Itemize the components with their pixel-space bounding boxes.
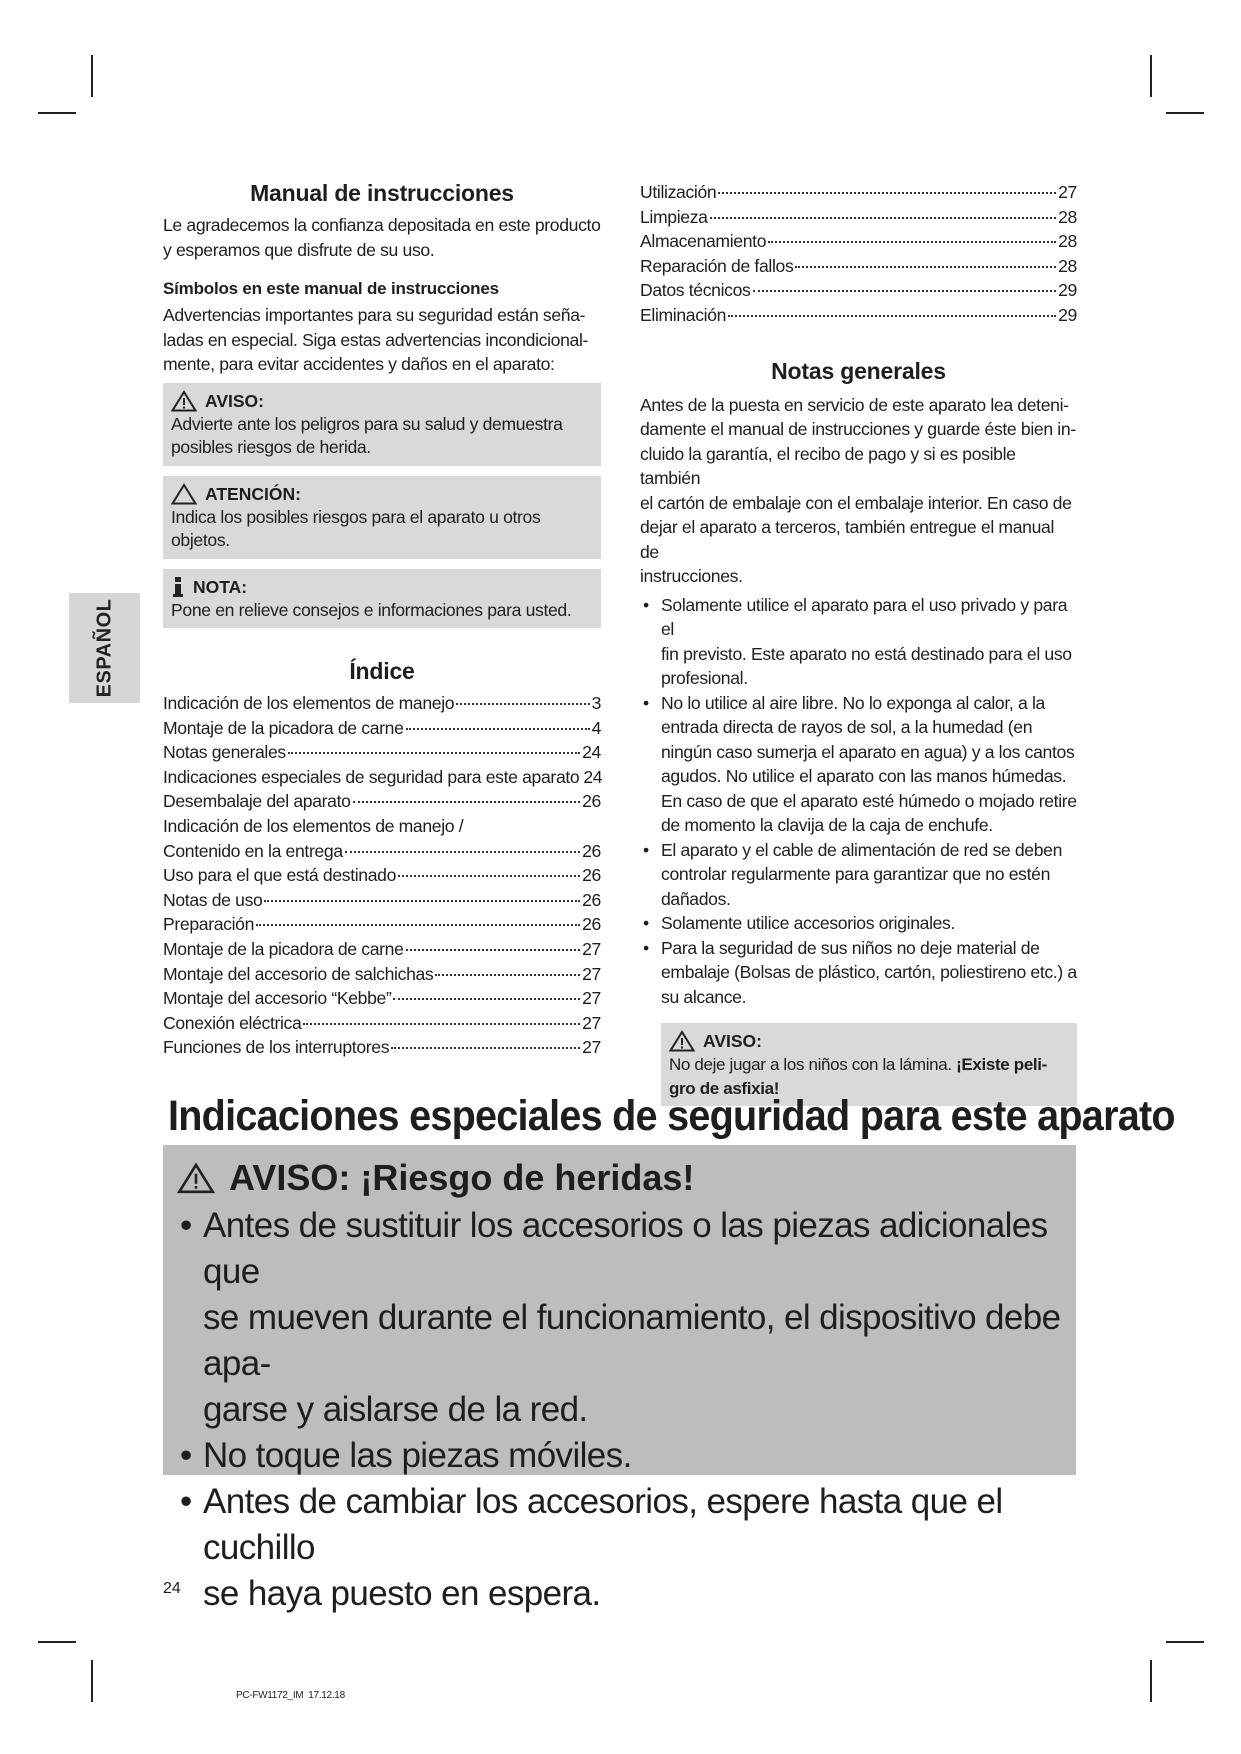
warning-icon xyxy=(177,1162,215,1194)
toc-entry xyxy=(163,863,601,888)
toc-leader-dots xyxy=(256,924,580,926)
toc-entry xyxy=(163,789,601,814)
toc-entry xyxy=(163,716,601,741)
toc-leader-dots xyxy=(345,851,580,853)
safety-warning-title: AVISO: ¡Riesgo de heridas! xyxy=(229,1157,695,1198)
toc-entry-page: 26 xyxy=(582,914,601,935)
atencion-title: ATENCIÓN: xyxy=(205,483,301,504)
symbols-text: Advertencias importantes para su seguridad están seña- ladas en especial. Siga estas advertencias incondicional- mente, para evitar accidentes y daños en el aparato: xyxy=(163,305,589,374)
nota-title: NOTA: xyxy=(193,576,248,597)
toc-entry-label: Indicaciones especiales de seguridad para este aparato xyxy=(163,766,580,787)
toc-entry-label: Eliminación xyxy=(640,304,727,325)
toc-leader-dots xyxy=(303,1023,580,1025)
toc-entry-page: 4 xyxy=(591,717,601,738)
toc-leader-dots xyxy=(406,949,581,951)
crop-mark xyxy=(91,55,93,97)
info-icon xyxy=(171,576,185,598)
list-item: • Antes de sustituir los accesorios o las piezas adicionales que se mueven durante el funcionamiento, el dispositivo debe apa- garse y aislarse de la red. xyxy=(177,1203,1062,1433)
warning-icon xyxy=(669,1030,695,1052)
toc-entry xyxy=(163,839,601,864)
toc-entry-label: Notas generales xyxy=(163,742,286,763)
toc-leader-dots xyxy=(768,241,1056,243)
page-number: 24 xyxy=(163,1580,181,1597)
toc-entry-page: 26 xyxy=(582,865,601,886)
toc-entry-page: 27 xyxy=(1058,182,1077,202)
toc-leader-dots xyxy=(288,752,580,754)
toc-entry-page: 26 xyxy=(582,889,601,910)
toc-entry-page: 3 xyxy=(591,693,601,713)
toc-entry-page: 27 xyxy=(582,988,601,1009)
toc-entry-page: 27 xyxy=(582,1037,601,1058)
crop-mark xyxy=(1166,1641,1204,1643)
toc-entry xyxy=(163,1011,601,1036)
toc-entry-label: Montaje de la picadora de carne xyxy=(163,717,404,738)
toc-entry xyxy=(640,180,1077,205)
toc-leader-dots xyxy=(406,728,590,730)
toc-entry xyxy=(163,740,601,765)
intro-text: Le agradecemos la confianza depositada en este producto y esperamos que disfrute de su uso. xyxy=(163,215,601,260)
toc-entry-label: Utilización xyxy=(640,182,717,202)
toc-entry-label: Montaje de la picadora de carne xyxy=(163,938,404,959)
crop-mark xyxy=(1166,112,1204,114)
crop-mark xyxy=(1150,55,1152,97)
toc-entry-page: 27 xyxy=(582,938,601,959)
list-item: • Solamente utilice el aparato para el uso privado y para el fin previsto. Este aparato no está destinado para el uso profesional. xyxy=(640,593,1077,691)
manual-title: Manual de instrucciones xyxy=(250,180,514,206)
symbols-heading: Símbolos en este manual de instrucciones xyxy=(163,279,499,298)
crop-mark xyxy=(38,112,76,114)
aviso-title: AVISO: xyxy=(703,1031,762,1052)
aviso-text: Advierte ante los peligros para su salud y demuestra posibles riesgos de herida. xyxy=(171,413,563,457)
language-tab-label: ESPAÑOL xyxy=(93,598,115,698)
toc-entry xyxy=(640,278,1077,303)
toc-entry-label: Indicación de los elementos de manejo / xyxy=(163,815,464,836)
toc-entry xyxy=(640,254,1077,279)
toc-entry xyxy=(640,303,1077,328)
toc-entry-label: Preparación xyxy=(163,914,255,935)
toc-entry-label: Conexión eléctrica xyxy=(163,1012,302,1033)
toc-entry xyxy=(163,888,601,913)
crop-mark xyxy=(38,1641,76,1643)
crop-mark xyxy=(1150,1660,1152,1702)
toc-entry xyxy=(640,205,1077,230)
toc-entry xyxy=(163,814,601,839)
list-item: • El aparato y el cable de alimentación de red se deben controlar regularmente para garantizar que no estén dañados. xyxy=(640,838,1077,912)
toc-entry-label: Limpieza xyxy=(640,206,708,227)
footer-code: PC-FW1172_IM 17.12.18 xyxy=(236,1690,345,1701)
index-title: Índice xyxy=(349,658,415,684)
toc-entry xyxy=(163,912,601,937)
toc-leader-dots xyxy=(353,801,581,803)
toc-entry-label: Montaje del accesorio de salchichas xyxy=(163,963,434,984)
toc-entry-page: 24 xyxy=(582,742,601,763)
toc-entry xyxy=(163,1035,601,1060)
toc-entry-page: 28 xyxy=(1058,206,1077,227)
notas-generales-title: Notas generales xyxy=(771,357,946,384)
toc-leader-dots xyxy=(728,315,1056,317)
toc-leader-dots xyxy=(393,998,580,1000)
list-item: • Para la seguridad de sus niños no deje material de embalaje (Bolsas de plástico, cartón, poliestireno etc.) a su alcance. xyxy=(640,936,1077,1010)
toc-entry-label: Indicación de los elementos de manejo xyxy=(163,693,455,713)
right-column xyxy=(640,180,1077,1106)
toc-entry-page: 28 xyxy=(1058,231,1077,252)
toc-entry-label: Funciones de los interruptores xyxy=(163,1037,390,1058)
toc-leader-dots xyxy=(398,875,580,877)
notas-generales-text: Antes de la puesta en servicio de este aparato lea deteni- damente el manual de instrucciones y guarde éste bien in- cluido la garantía, el recibo de pago y si es posible también el cartón de embalaje con el embalaje interior. En caso de dejar el aparato a terceros, también entregue el manual de instrucciones. xyxy=(640,394,1076,587)
toc-leader-dots xyxy=(710,217,1057,219)
toc-entry-page: 27 xyxy=(582,963,601,984)
toc-leader-dots xyxy=(264,900,580,902)
toc-leader-dots xyxy=(456,703,589,705)
atencion-box xyxy=(163,476,601,559)
caution-icon xyxy=(171,483,197,505)
toc-entry xyxy=(163,691,601,716)
toc-entry-page: 29 xyxy=(1058,304,1077,325)
aviso-text: No deje jugar a los niños con la lámina. ¡Existe peli- gro de asfixia! xyxy=(669,1055,1047,1098)
safety-notes-list xyxy=(640,593,1077,1010)
toc-entry xyxy=(163,962,601,987)
toc-entry-page: 26 xyxy=(582,791,601,812)
crop-mark xyxy=(91,1660,93,1702)
toc-entry-label: Uso para el que está destinado xyxy=(163,865,397,886)
toc-entry-label: Reparación de fallos xyxy=(640,255,794,276)
toc-entry-page: 27 xyxy=(582,1012,601,1033)
toc-entry xyxy=(640,229,1077,254)
safety-section-title: Indicaciones especiales de seguridad para este aparato xyxy=(168,1092,1175,1140)
list-item: • Antes de cambiar los accesorios, espere hasta que el cuchillo se haya puesto en espera. xyxy=(177,1479,1062,1617)
list-item: • No toque las piezas móviles. xyxy=(177,1433,1062,1479)
nota-text: Pone en relieve consejos e informaciones para usted. xyxy=(171,599,572,620)
toc-entry xyxy=(163,765,601,790)
toc-entry-label: Contenido en la entrega xyxy=(163,840,343,861)
toc-leader-dots xyxy=(753,290,1057,292)
toc-entry-page: 29 xyxy=(1058,280,1077,301)
toc-entry xyxy=(163,937,601,962)
aviso-title: AVISO: xyxy=(205,390,264,411)
toc-leader-dots xyxy=(718,192,1056,194)
toc-entry-label: Almacenamiento xyxy=(640,231,767,252)
index-list-continued xyxy=(640,180,1077,328)
left-column xyxy=(163,180,601,1060)
list-item: • No lo utilice al aire libre. No lo exponga al calor, a la entrada directa de rayos de sol, a la humedad (en ningún caso sumerja el aparato en agua) y a los cantos agudos. No utilice el aparato con las manos húmedas. En caso de que el aparato esté húmedo o mojado retire de momento la clavija de la caja de enchufe. xyxy=(640,691,1077,838)
toc-leader-dots xyxy=(391,1047,580,1049)
toc-entry xyxy=(163,986,601,1011)
safety-warning-list xyxy=(177,1203,1062,1617)
toc-entry-label: Desembalaje del aparato xyxy=(163,791,351,812)
index-list xyxy=(163,691,601,1060)
toc-entry-label: Notas de uso xyxy=(163,889,263,910)
toc-leader-dots xyxy=(795,266,1056,268)
nota-box xyxy=(163,569,601,629)
toc-entry-page: 26 xyxy=(582,840,601,861)
list-item: • Solamente utilice accesorios originales. xyxy=(640,911,1077,936)
warning-icon xyxy=(171,390,197,412)
toc-leader-dots xyxy=(435,974,580,976)
toc-entry-label: Datos técnicos xyxy=(640,280,751,301)
toc-entry-page: 28 xyxy=(1058,255,1077,276)
toc-entry-label: Montaje del accesorio “Kebbe” xyxy=(163,988,392,1009)
toc-entry-page: 24 xyxy=(583,766,603,787)
language-tab xyxy=(69,593,140,703)
atencion-text: Indica los posibles riesgos para el aparato u otros objetos. xyxy=(171,506,541,550)
aviso-box xyxy=(163,383,601,466)
